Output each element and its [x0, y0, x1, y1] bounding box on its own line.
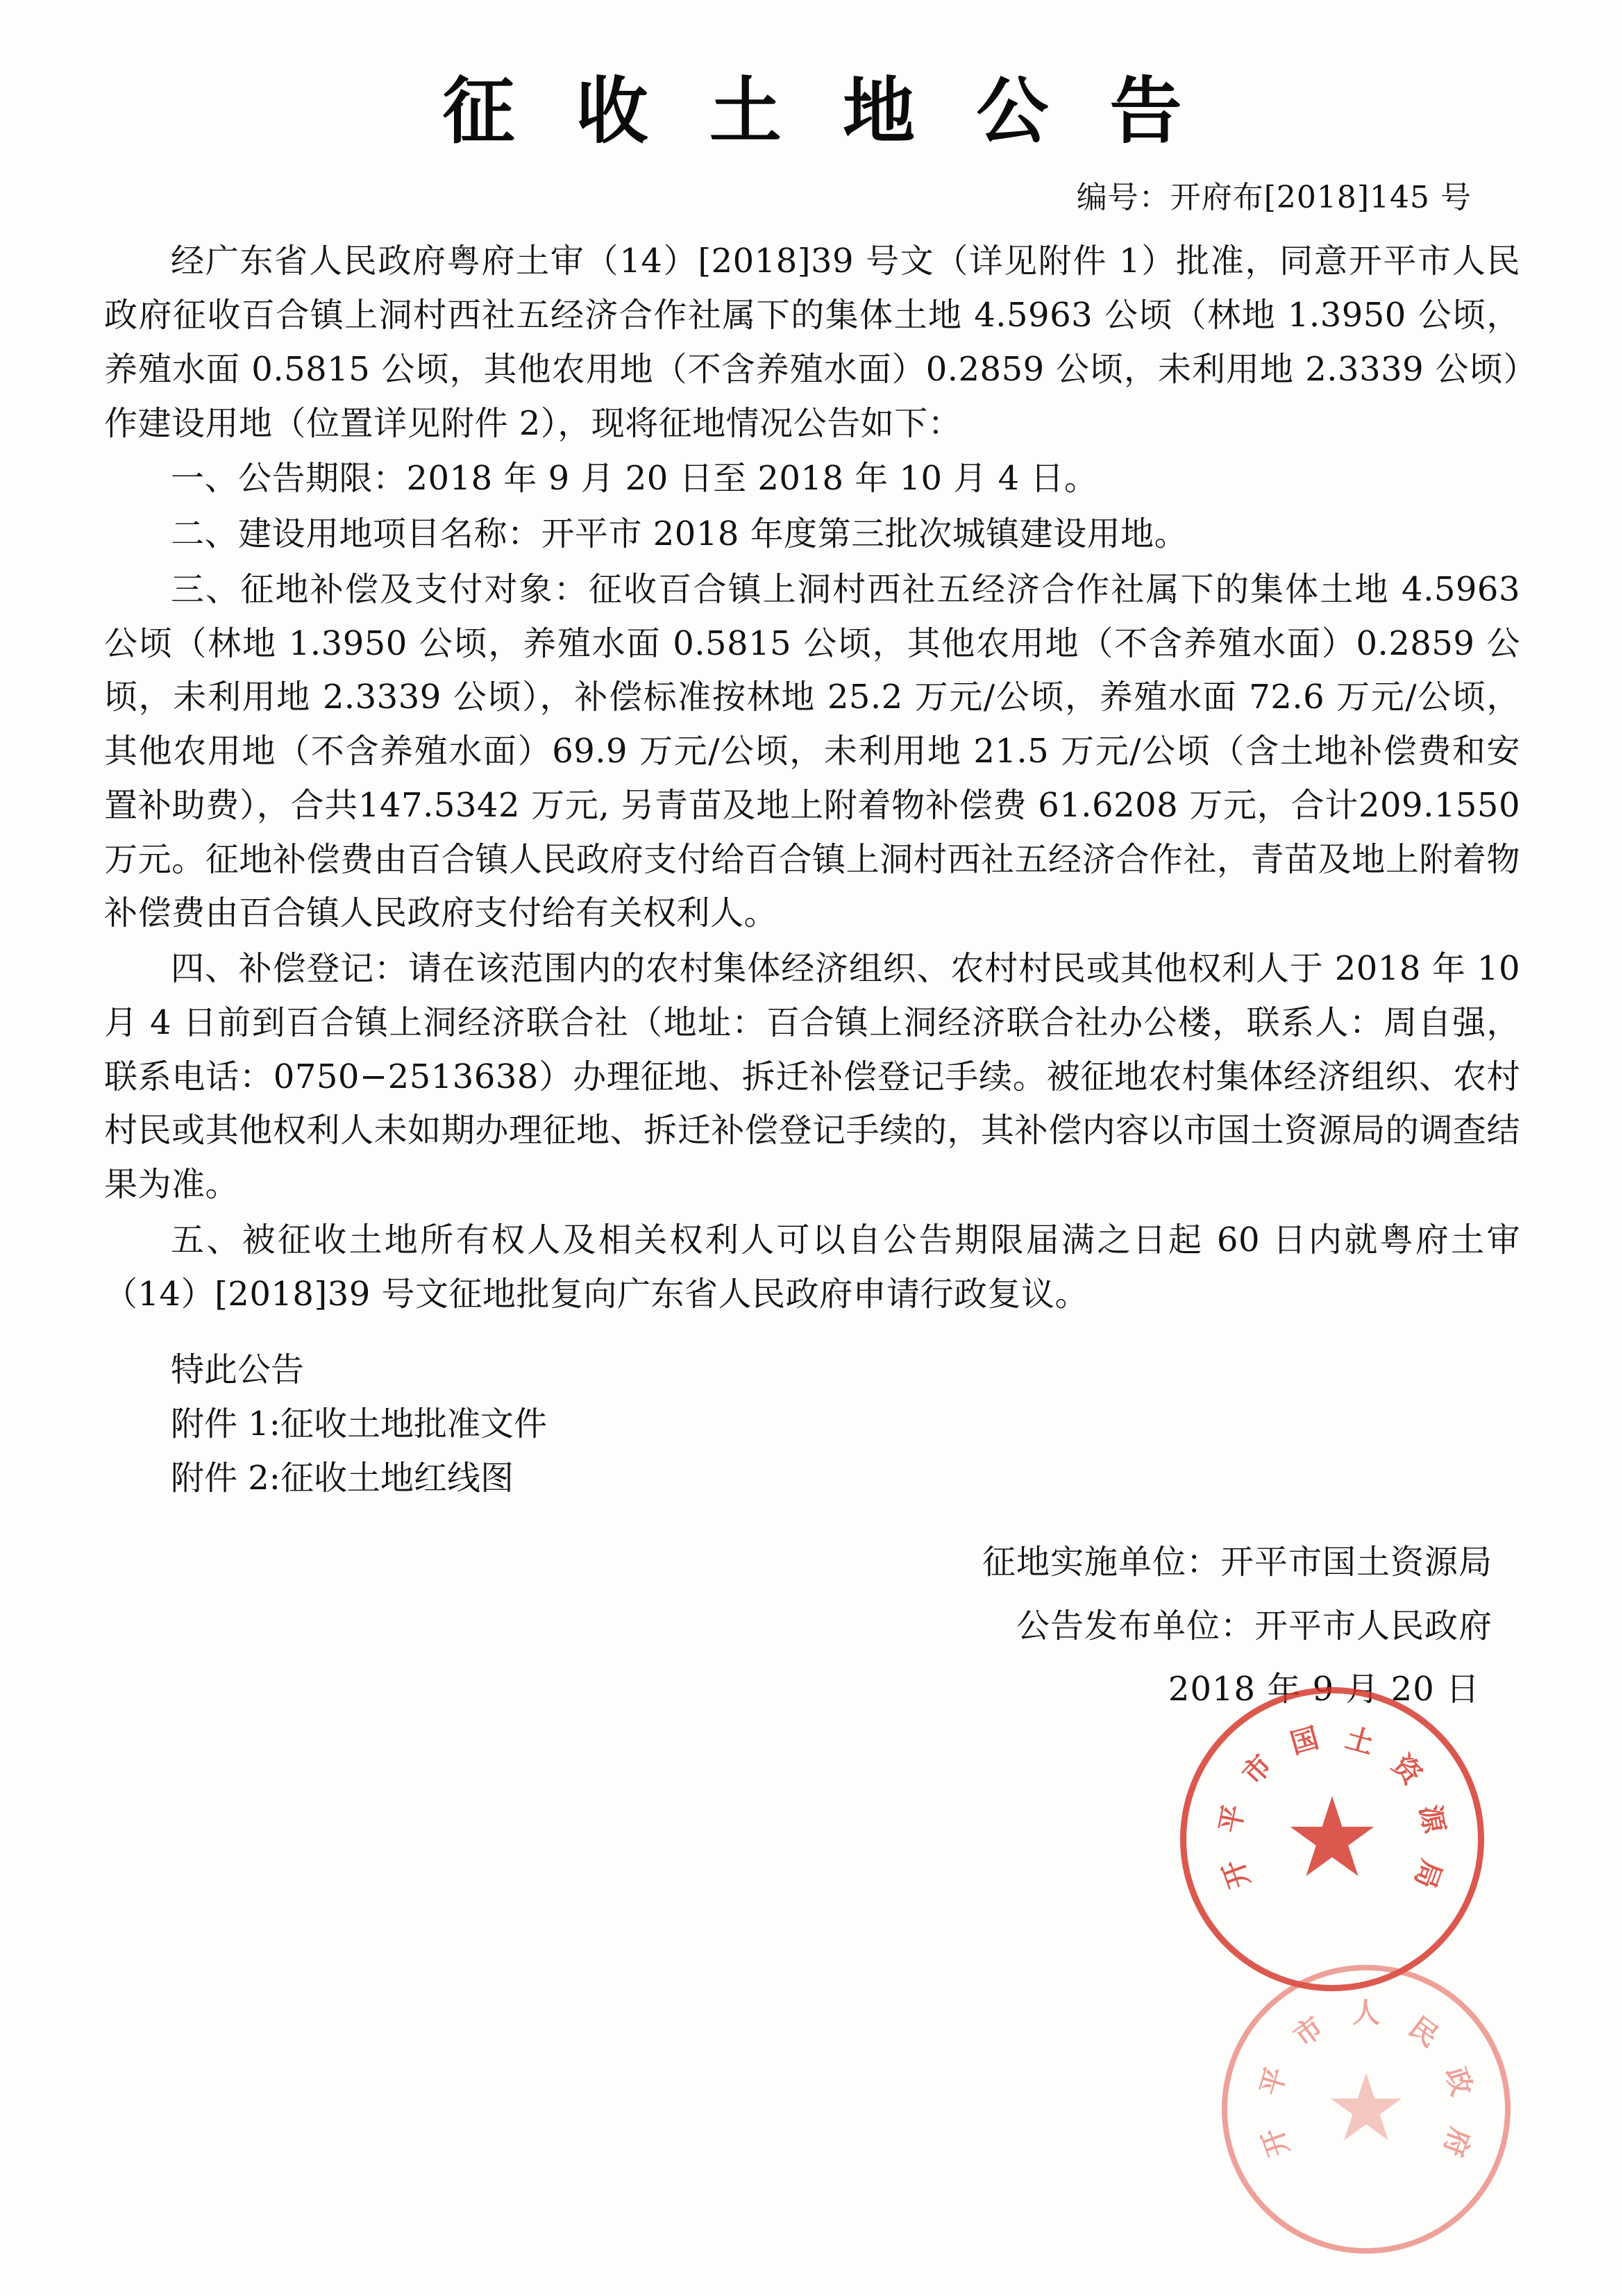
- paragraph-item-3: 三、征地补偿及支付对象：征收百合镇上洞村西社五经济合作社属下的集体土地 4.5963 公顷（林地 1.3950 公顷，养殖水面 0.5815 公顷，其他农用地（不含养殖水面）0.2859 公顷，未利用地 2.3339 公顷），补偿标准按林地 25.2 万元/公顷，养殖水面 72.6 万元/公顷，其他农用地（不含养殖水面）69.9 万元/公顷，未利用地 21.5 万元/公顷（含土地补偿费和安置补助费），合共147.5342 万元, 另青苗及地上附着物补偿费 61.6208 万元，合计209.1550 万元。征地补偿费由百合镇人民政府支付给百合镇上洞村西社五经济合作社，青苗及地上附着物补偿费由百合镇人民政府支付给有关权利人。: [104, 569, 1520, 933]
- publish-date: 2018 年 9 月 20 日: [1168, 1669, 1480, 1709]
- closing-line: 特此公告: [171, 1350, 305, 1390]
- document-number: 编号：开府布[2018]145 号: [1076, 180, 1472, 216]
- closing-block: [104, 1345, 1520, 1503]
- document-body: [104, 49, 1520, 1721]
- page-title: 征 收 土 地 公 告: [442, 68, 1200, 153]
- signature-block: [104, 1531, 1520, 1721]
- paragraph-item-2: 二、建设用地项目名称：开平市 2018 年度第三批次城镇建设用地。: [171, 514, 1188, 554]
- implementing-unit: 征地实施单位：开平市国土资源局: [982, 1543, 1492, 1582]
- seal-star-icon: ★: [1286, 1786, 1378, 1892]
- seal-ring-text: 开 平 市 人 民 政 府: [1254, 1996, 1479, 2161]
- paragraph-item-1: 一、公告期限：2018 年 9 月 20 日至 2018 年 10 月 4 日。: [171, 459, 1098, 498]
- attachment-1: 附件 1:征收土地批准文件: [171, 1405, 547, 1444]
- attachment-2: 附件 2:征收土地红线图: [171, 1459, 514, 1498]
- seal-ring-text: 开 平 市 国 土 资 源 局: [1213, 1721, 1452, 1893]
- official-seal-government: [1222, 1965, 1511, 2254]
- paragraph-item-4: 四、补偿登记：请在该范围内的农村集体经济组织、农村村民或其他权利人于 2018 年 10 月 4 日前到百合镇上洞经济联合社（地址：百合镇上洞经济联合社办公楼，联系人：周自强，联系电话：0750−2513638）办理征地、拆迁补偿登记手续。被征地农村集体经济组织、农村村民或其他权利人未如期办理征地、拆迁补偿登记手续的，其补偿内容以市国土资源局的调查结果为准。: [104, 949, 1520, 1205]
- official-seal-land-bureau: [1180, 1687, 1484, 1991]
- paragraph-item-5: 五、被征收土地所有权人及相关权利人可以自公告期限届满之日起 60 日内就粤府土审（14）[2018]39 号文征地批复向广东省人民政府申请行政复议。: [104, 1220, 1520, 1314]
- publishing-unit: 公告发布单位：开平市人民政府: [1016, 1606, 1492, 1645]
- seal-star-icon: ★: [1328, 2065, 1404, 2154]
- paragraph-intro: 经广东省人民政府粤府土审（14）[2018]39 号文（详见附件 1）批准，同意开平市人民政府征收百合镇上洞村西社五经济合作社属下的集体土地 4.5963 公顷（林地 1.3950 公顷，养殖水面 0.5815 公顷，其他农用地（不含养殖水面）0.2859 公顷，未利用地 2.3339 公顷）作建设用地（位置详见附件 2），现将征地情况公告如下：: [104, 242, 1520, 443]
